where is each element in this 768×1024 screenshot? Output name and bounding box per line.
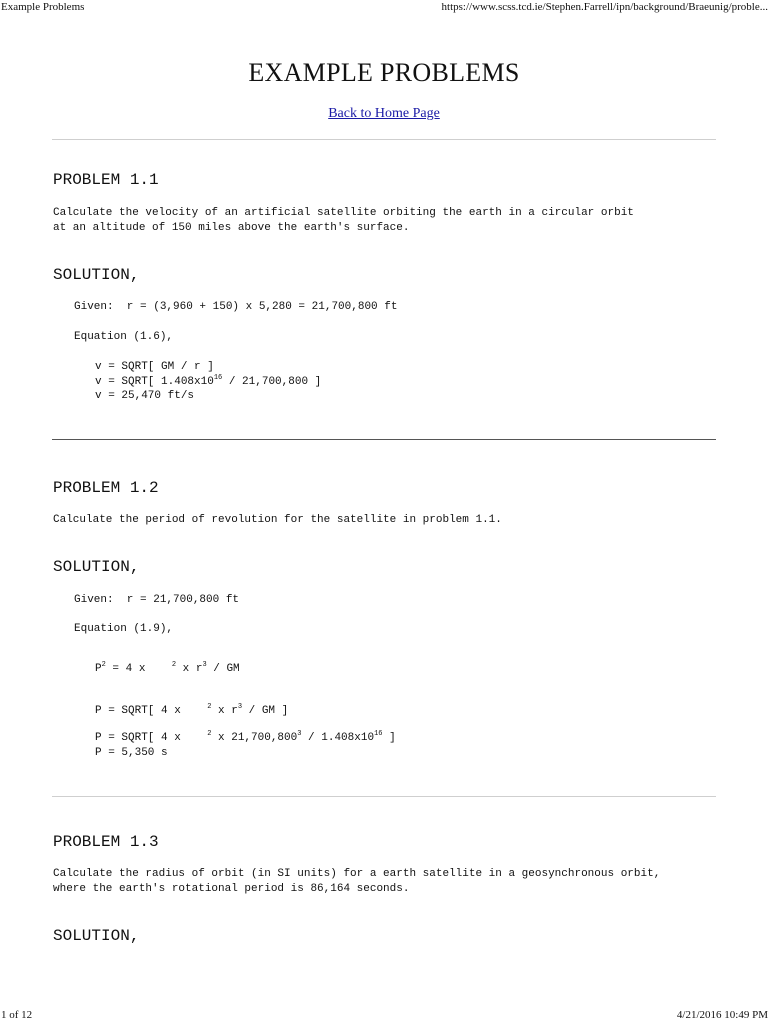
problem-1-2-solution-heading: SOLUTION,: [53, 558, 140, 576]
print-header-title: Example Problems: [1, 1, 85, 13]
page-title: EXAMPLE PROBLEMS: [248, 58, 520, 87]
problem-1-2-eq1: $P^2 = 4$ x $^2$ x $r^3$ / GM: [95, 661, 240, 675]
print-footer: [0, 1008, 768, 1024]
problem-1-2-given: Given: r = 21,700,800 ft: [74, 594, 240, 606]
print-header: [0, 0, 768, 16]
problem-1-3-heading: PROBLEM 1.3: [53, 833, 159, 851]
problem-1-3-solution-heading: SOLUTION,: [53, 927, 140, 945]
problem-1-1-given: Given: r = (3,960 + 150) x 5,280 = 21,700,800 ft: [74, 301, 398, 313]
problem-1-1-line2: v = SQRT[ $1.408x10^{16} / 21,700,800$ ]: [95, 374, 322, 388]
problem-1-2-eq3: P = SQRT[ 4 x $^2$ x $21,700,800^3 / 1.408x10^{16}$ ]: [95, 730, 396, 744]
problem-1-3-text-line1: Calculate the radius of orbit (in SI units) for a earth satellite in a geosynchronous orbit,: [53, 868, 661, 880]
problem-1-1-line3: v = 25,470 ft/s: [95, 390, 195, 402]
print-datetime: 4/21/2016 10:49 PM: [676, 1009, 768, 1021]
problem-1-1-text-line1: Calculate the velocity of an artificial satellite orbiting the earth in a circular orbit: [53, 207, 634, 219]
problem-1-1-line1: v = SQRT[ GM / r ]: [95, 361, 214, 373]
problem-1-2-equation: Equation (1.9),: [74, 623, 174, 635]
home-link-container: [0, 105, 768, 123]
problem-1-1-text-line2: at an altitude of 150 miles above the earth's surface.: [53, 222, 410, 234]
problem-1-2-text-line1: Calculate the period of revolution for the satellite in problem 1.1.: [53, 514, 502, 526]
back-to-home-link[interactable]: Back to Home Page: [328, 106, 440, 121]
page-count: 1 of 12: [1, 1009, 33, 1021]
divider: [52, 439, 716, 440]
problem-1-1-equation: Equation (1.6),: [74, 331, 174, 343]
problem-1-1-solution-heading: SOLUTION,: [53, 266, 140, 284]
problem-1-1-heading: PROBLEM 1.1: [53, 171, 159, 189]
problem-1-3-text-line2: where the earth's rotational period is 86,164 seconds.: [53, 883, 410, 895]
print-header-url: https://www.scss.tcd.ie/Stephen.Farrell/ipn/background/Braeunig/proble...: [441, 1, 768, 13]
divider: [52, 796, 716, 797]
problem-1-2-heading: PROBLEM 1.2: [53, 479, 159, 497]
divider: [52, 139, 716, 140]
problem-1-2-eq4: P = 5,350 s: [95, 747, 168, 759]
problem-1-2-eq2: P = SQRT[ 4 x $^2$ x $r^3$ / GM ]: [95, 703, 289, 717]
